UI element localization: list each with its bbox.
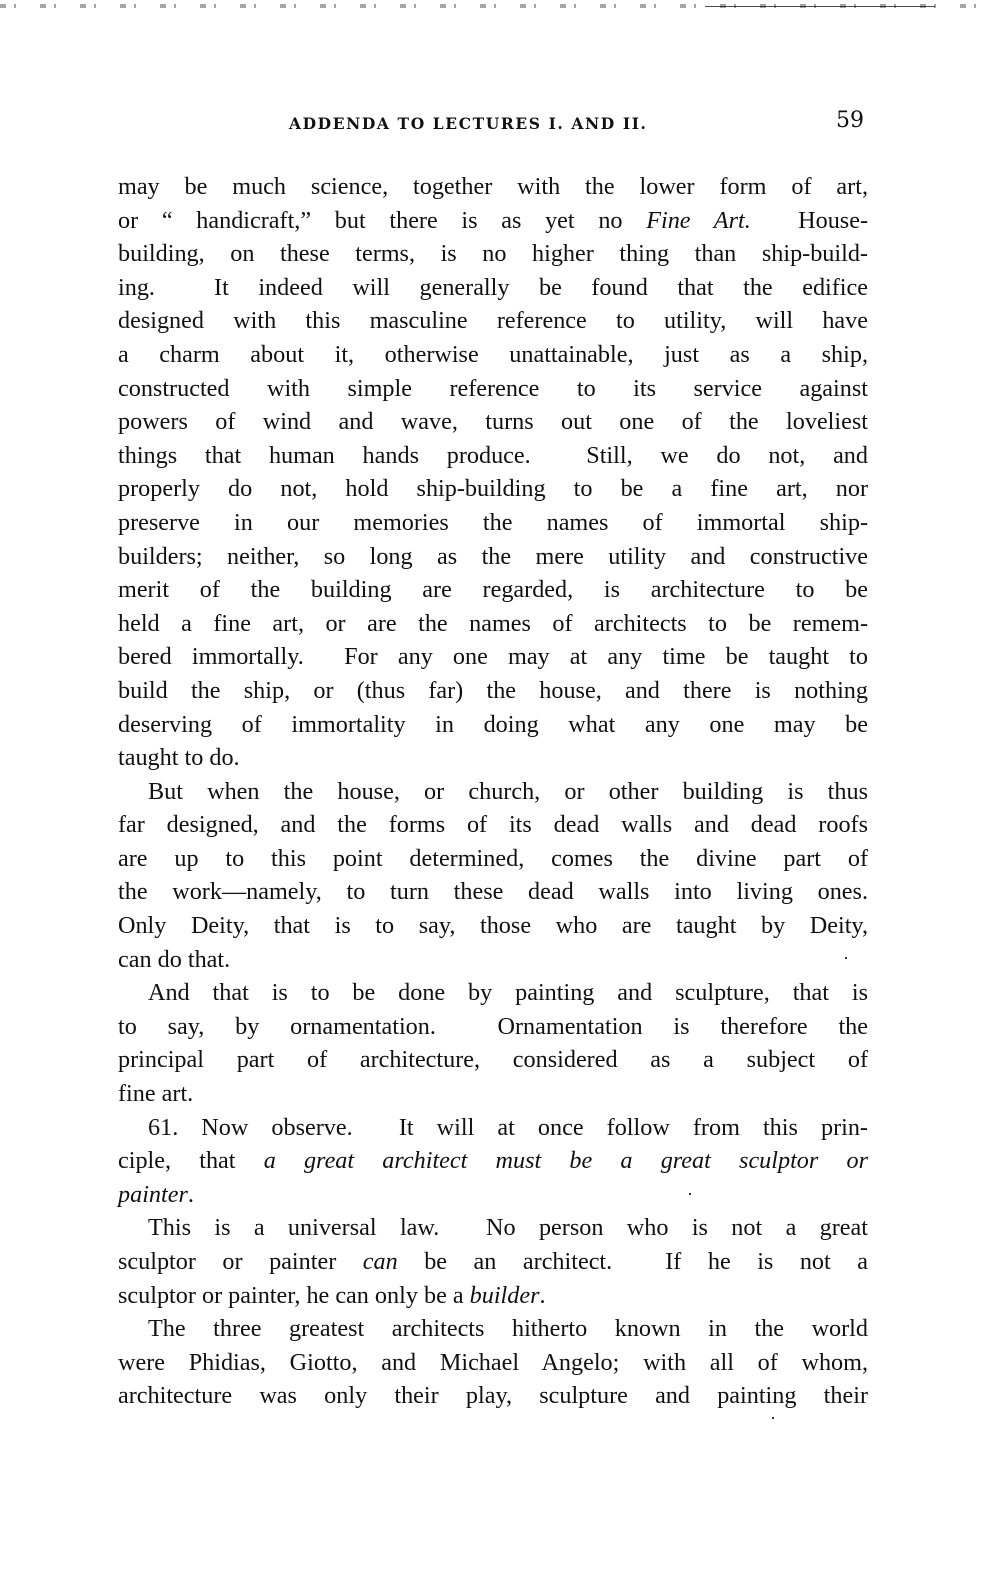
- text-segment: or “ handicraft,” but there is as yet no: [118, 206, 647, 234]
- text-segment: .: [539, 1281, 546, 1309]
- text-line: [118, 741, 868, 775]
- text-segment: held a fine art, or are the names of architects to be remem-: [118, 609, 868, 637]
- text-segment: can do that.: [118, 945, 231, 973]
- text-segment: powers of wind and wave, turns out one of the loveliest: [118, 408, 868, 436]
- text-line: [118, 1043, 868, 1077]
- print-speck: [845, 957, 847, 959]
- text-line: [118, 875, 868, 909]
- text-segment: things that human hands produce. Still, we do not, and: [118, 441, 868, 469]
- text-segment: build the ship, or (thus far) the house, and there is nothing: [118, 676, 868, 704]
- text-segment: architecture was only their play, sculpture and painting their: [118, 1382, 868, 1410]
- text-segment: sculptor or painter: [118, 1248, 363, 1275]
- text-segment: The three greatest architects hitherto known in the world: [148, 1315, 868, 1343]
- text-segment: to say, by ornamentation. Ornamentation is therefore the: [118, 1012, 868, 1040]
- text-segment: were Phidias, Giotto, and Michael Angelo; with all of whom,: [118, 1348, 868, 1376]
- text-line: [118, 405, 868, 439]
- text-line: [118, 909, 868, 943]
- text-line: [118, 1178, 868, 1212]
- text-segment: merit of the building are regarded, is architecture to be: [118, 576, 868, 604]
- text-segment: ciple, that: [118, 1147, 264, 1175]
- italic-text: painter: [118, 1180, 188, 1208]
- text-segment: building, on these terms, is no higher thing than ship-build-: [118, 240, 868, 268]
- text-segment: designed with this masculine reference to utility, will have: [118, 307, 868, 335]
- text-line: [118, 237, 868, 271]
- text-line: [118, 204, 868, 238]
- text-line: [118, 1312, 868, 1346]
- text-line: [118, 338, 868, 372]
- body-text: [118, 170, 868, 1413]
- text-line: [118, 976, 868, 1010]
- text-segment: sculptor or painter, he can only be a: [118, 1281, 470, 1309]
- text-line: [118, 808, 868, 842]
- print-speck: [772, 1417, 774, 1419]
- scan-artifact-rule: [705, 6, 935, 7]
- text-segment: a charm about it, otherwise unattainable, just as a ship,: [118, 340, 868, 368]
- text-line: [118, 1077, 868, 1111]
- text-segment: House-: [750, 206, 869, 234]
- text-segment: .: [187, 1180, 194, 1208]
- text-segment: builders; neither, so long as the mere utility and constructive: [118, 542, 868, 570]
- text-segment: deserving of immortality in doing what any one may be: [118, 710, 868, 738]
- text-line: [118, 1245, 868, 1279]
- text-line: [118, 1144, 868, 1178]
- text-line: [118, 1379, 868, 1413]
- text-segment: preserve in our memories the names of immortal ship-: [118, 508, 868, 536]
- text-segment: This is a universal law. No person who is not a great: [148, 1214, 868, 1242]
- text-line: [118, 372, 868, 406]
- text-segment: far designed, and the forms of its dead walls and dead roofs: [118, 811, 868, 839]
- running-head: ADDENDA TO LECTURES I. AND II.: [289, 114, 648, 133]
- text-line: [118, 1010, 868, 1044]
- text-segment: are up to this point determined, comes the divine part of: [118, 844, 868, 872]
- text-line: [118, 573, 868, 607]
- text-line: [118, 842, 868, 876]
- text-segment: But when the house, or church, or other building is thus: [148, 777, 868, 805]
- text-segment: taught to do.: [118, 744, 240, 772]
- text-segment: And that is to be done by painting and sculpture, that is: [148, 979, 868, 1007]
- page-header: [118, 108, 868, 138]
- italic-text: Fine Art.: [646, 206, 751, 234]
- text-line: [118, 943, 868, 977]
- text-line: [118, 170, 868, 204]
- text-segment: fine art.: [118, 1080, 194, 1108]
- text-segment: 61. Now observe. It will at once follow from this prin-: [148, 1113, 868, 1141]
- text-segment: principal part of architecture, considered as a subject of: [118, 1046, 868, 1074]
- text-line: [118, 1211, 868, 1245]
- text-segment: bered immortally. For any one may at any time be taught to: [118, 643, 868, 671]
- italic-text: can: [362, 1248, 398, 1275]
- text-line: [118, 304, 868, 338]
- text-line: [118, 1346, 868, 1380]
- text-line: [118, 775, 868, 809]
- text-line: [118, 640, 868, 674]
- text-line: [118, 271, 868, 305]
- text-line: [118, 540, 868, 574]
- text-line: [118, 506, 868, 540]
- text-line: [118, 674, 868, 708]
- text-segment: be an architect. If he is not a: [397, 1248, 868, 1275]
- italic-text: a great architect must be a great sculptor or: [263, 1147, 868, 1175]
- text-segment: may be much science, together with the lower form of art,: [118, 173, 868, 200]
- text-line: [118, 607, 868, 641]
- page-number: 59: [836, 108, 864, 133]
- text-line: [118, 439, 868, 473]
- text-line: [118, 472, 868, 506]
- text-segment: properly do not, hold ship-building to be a fine art, nor: [118, 475, 868, 503]
- text-segment: Only Deity, that is to say, those who are taught by Deity,: [118, 912, 868, 940]
- print-speck: [689, 1193, 691, 1195]
- text-segment: ing. It indeed will generally be found that the edifice: [118, 273, 868, 301]
- text-segment: the work—namely, to turn these dead walls into living ones.: [118, 878, 868, 906]
- italic-text: builder: [469, 1281, 540, 1309]
- text-segment: constructed with simple reference to its service against: [118, 374, 868, 402]
- text-line: [118, 708, 868, 742]
- text-line: [118, 1111, 868, 1145]
- text-line: [118, 1279, 868, 1313]
